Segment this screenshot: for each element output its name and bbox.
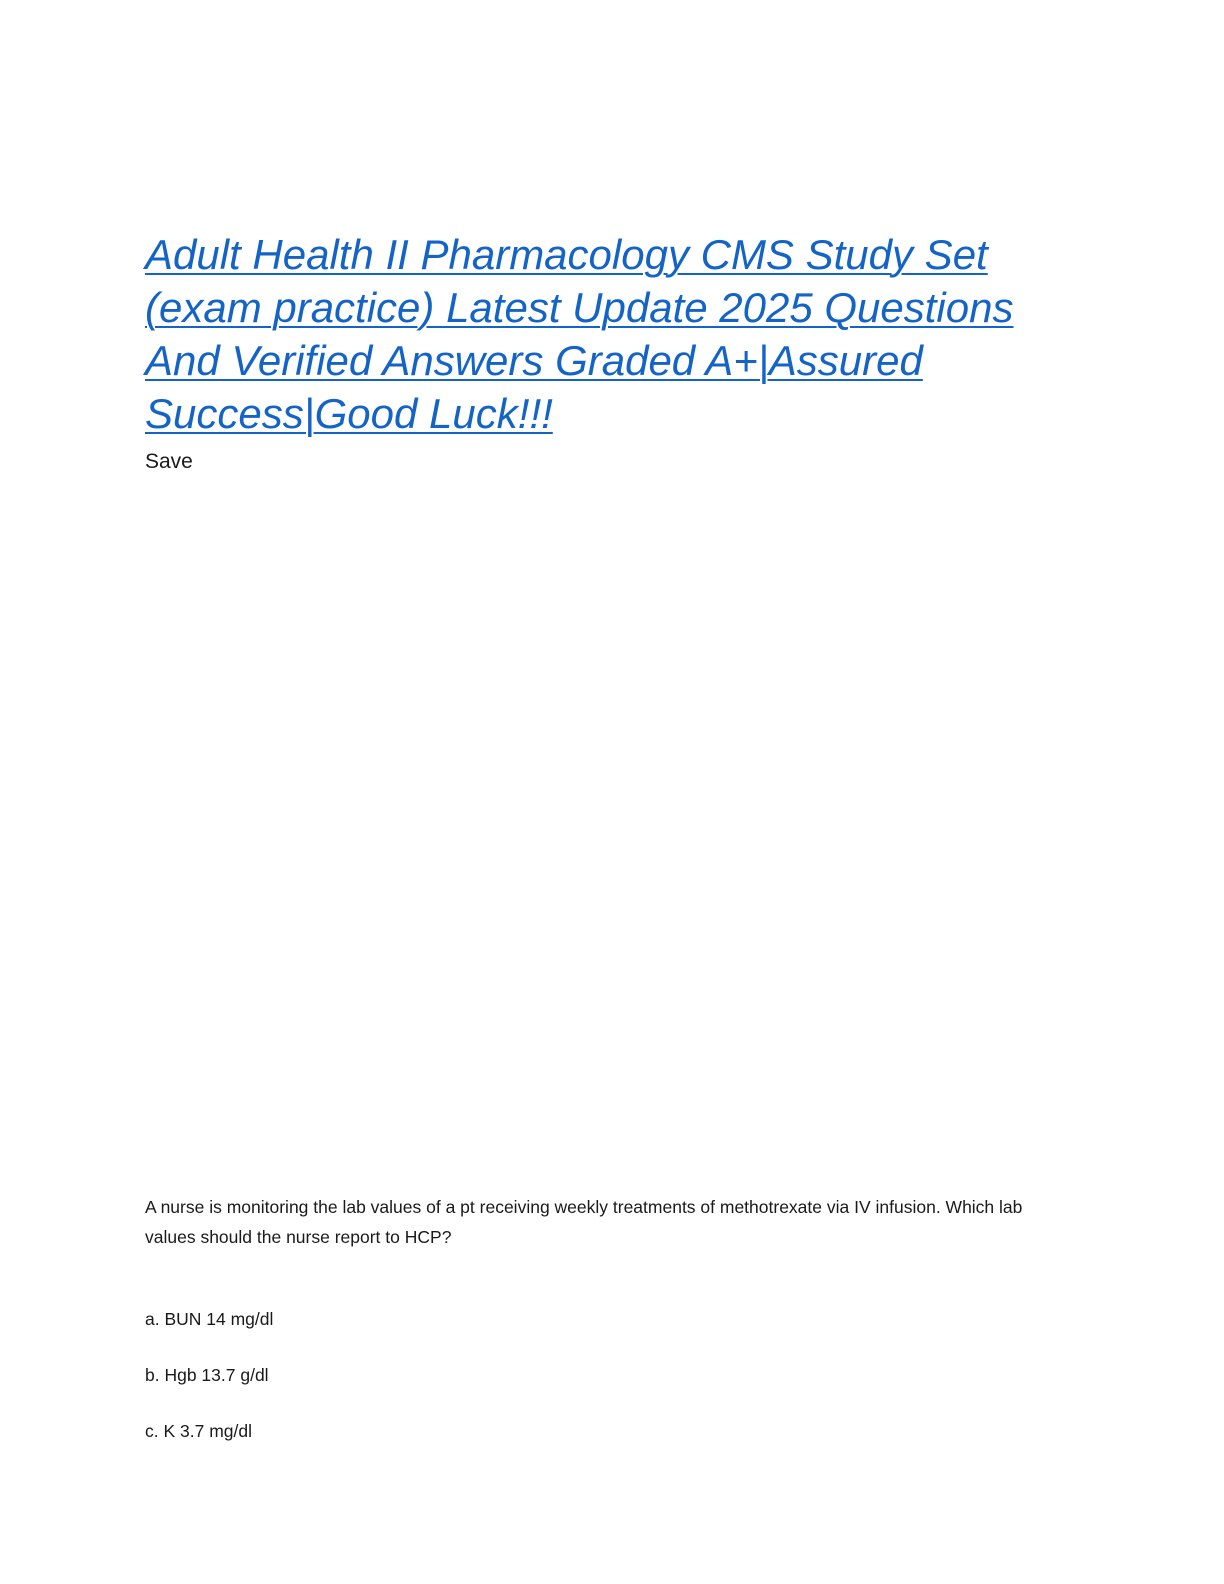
answer-options-list xyxy=(145,1304,1075,1446)
question-block xyxy=(145,1192,1075,1472)
answer-option[interactable]: b. Hgb 13.7 g/dl xyxy=(145,1365,269,1385)
answer-option[interactable]: a. BUN 14 mg/dl xyxy=(145,1309,274,1329)
question-stem: A nurse is monitoring the lab values of a pt receiving weekly treatments of methotrexate via IV infusion. Which lab values should the nurse report to HCP? xyxy=(145,1197,1023,1247)
document-content xyxy=(145,0,1080,1584)
save-button[interactable]: Save xyxy=(145,450,193,473)
page-title[interactable]: Adult Health II Pharmacology CMS Study Set (exam practice) Latest Update 2025 Questions And Verified Answers Graded A+|Assured Success|Good Luck!!! xyxy=(145,231,1014,437)
answer-option[interactable]: c. K 3.7 mg/dl xyxy=(145,1421,252,1441)
